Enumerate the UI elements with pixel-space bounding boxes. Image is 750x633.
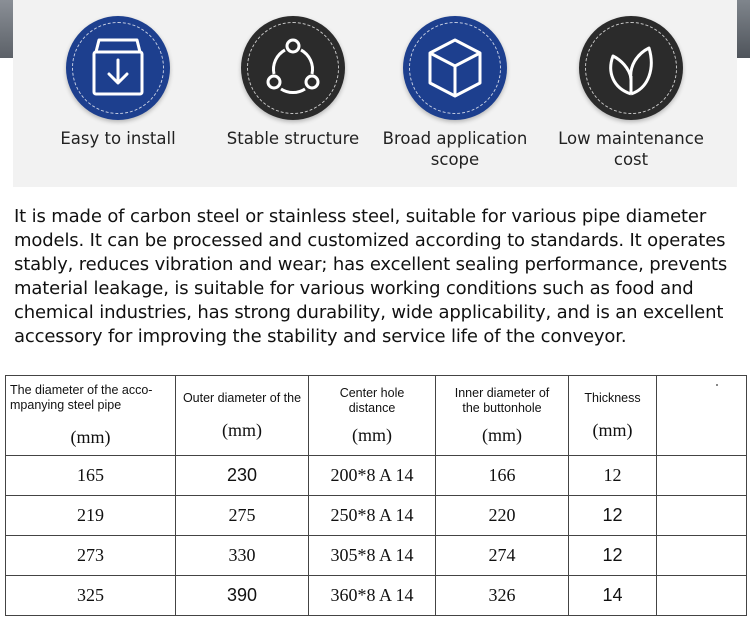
header-cell (6, 376, 176, 456)
features-panel (13, 0, 737, 187)
table-cell: 275 (176, 496, 309, 536)
table-cell (657, 536, 747, 576)
table-cell: 230 (176, 456, 309, 496)
table-cell: 165 (6, 456, 176, 496)
table-cell: 360*8 A 14 (309, 576, 436, 616)
table-cell: 219 (6, 496, 176, 536)
table-row (6, 496, 747, 536)
table-cell: 12 (569, 456, 657, 496)
feature-broad-application (370, 16, 540, 170)
feature-stable-structure (208, 16, 378, 149)
table-header-row (6, 376, 747, 456)
cube-icon (403, 16, 507, 120)
feature-label: Easy to install (60, 129, 176, 148)
table-cell: 220 (436, 496, 569, 536)
header-cell (176, 376, 309, 456)
header-text: The diameter of the acco- mpanying steel pipe (10, 383, 153, 412)
feature-low-maintenance (546, 16, 716, 170)
header-unit: (mm) (70, 427, 111, 447)
feature-easy-install (33, 16, 203, 149)
leaf-icon (579, 16, 683, 120)
header-text: Outer diameter of the (182, 390, 302, 405)
header-unit: (mm) (482, 424, 522, 445)
header-text: Center hole distance (339, 385, 405, 415)
feature-label: Broad application scope (382, 129, 528, 169)
table-cell: 273 (6, 536, 176, 576)
table-cell: 166 (436, 456, 569, 496)
cycle-nodes-icon (241, 16, 345, 120)
feature-label: Low maintenance cost (558, 129, 704, 169)
feature-label: Stable structure (226, 129, 360, 148)
header-cell (569, 376, 657, 456)
table-row (6, 456, 747, 496)
product-description: It is made of carbon steel or stainless steel, suitable for various pipe diameter models. It can be processed and customized according to standards. It operates stably, reduces vibration and wear; has excellent sealing performance, prevents material leakage, is suitable for various working conditions such as food and chemical industries, has strong durability, wide applicability, and is an excellent accessory for improving the stability and service life of the conveyor. (14, 206, 728, 347)
download-box-icon (66, 16, 170, 120)
table-cell (657, 456, 747, 496)
header-text: Thickness (584, 390, 641, 405)
table-cell (657, 496, 747, 536)
table-cell: 325 (6, 576, 176, 616)
table-cell: 200*8 A 14 (309, 456, 436, 496)
header-unit: (mm) (592, 419, 633, 440)
table-cell: 326 (436, 576, 569, 616)
table-cell: 390 (176, 576, 309, 616)
header-cell-empty (657, 376, 747, 456)
table-row (6, 576, 747, 616)
header-cell (309, 376, 436, 456)
table-cell: 12 (569, 536, 657, 576)
header-cell (436, 376, 569, 456)
header-unit: (mm) (222, 419, 262, 440)
background-photo-edge-left (0, 0, 14, 58)
table-cell: 330 (176, 536, 309, 576)
table-cell: 250*8 A 14 (309, 496, 436, 536)
background-photo-edge-right (736, 0, 750, 58)
table-cell: 12 (569, 496, 657, 536)
header-text: Inner diameter of the buttonhole (454, 385, 550, 415)
table-cell: 14 (569, 576, 657, 616)
table-row (6, 536, 747, 576)
table-cell: 305*8 A 14 (309, 536, 436, 576)
spec-table (5, 375, 747, 616)
table-cell: 274 (436, 536, 569, 576)
header-unit: (mm) (352, 424, 392, 445)
table-cell (657, 576, 747, 616)
